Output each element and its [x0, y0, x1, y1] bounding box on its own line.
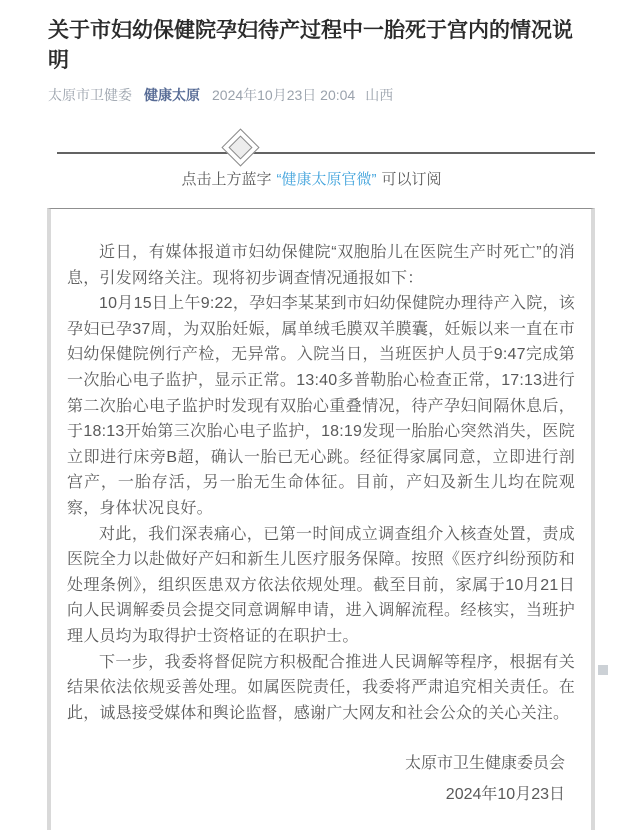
- divider-line: [57, 152, 595, 154]
- paragraph-next-steps: 下一步，我委将督促院方积极配合推进人民调解等程序，根据有关结果依法依规妥善处理。如属医院责任，我委将严肃追究相关责任。在此，诚恳接受媒体和舆论监督，感谢广大网友和社会公众的关心关注。: [67, 653, 575, 722]
- article-title: 关于市妇幼保健院孕妇待产过程中一胎死于宫内的情况说明: [48, 19, 573, 72]
- diamond-inner-icon: [228, 135, 252, 159]
- scrollbar-fragment: [598, 665, 608, 675]
- content-box: [47, 208, 595, 830]
- byline-account-link[interactable]: 健康太原: [144, 87, 200, 103]
- byline-datetime: 2024年10月23日 20:04: [212, 87, 356, 103]
- subscribe-text: [0, 170, 623, 190]
- subscribe-banner: [0, 129, 623, 195]
- paragraph-timeline: 10月15日上午9:22，孕妇李某某到市妇幼保健院办理待产入院，该孕妇已孕37周，为双胎妊娠，属单绒毛膜双羊膜囊，妊娠以来一直在市妇幼保健院例行产检，无异常。入院当日，当班医护人员于9:47完成第一次胎心电子监护，显示正常。13:40多普勒胎心检查正常，17:13进行第二次胎心电子监护时发现有双胎心重叠情况，待产孕妇间隔休息后，于18:13开始第三次胎心电子监护，18:19发现一胎胎心突然消失，医院立即进行床旁B超，确认一胎已无心跳。经征得家属同意，立即进行剖宫产，一胎存活，另一胎无生命体征。目前，产妇及新生儿均在院观察，身体状况良好。: [67, 295, 575, 517]
- paragraph-response: 对此，我们深表痛心，已第一时间成立调查组介入核查处置，责成医院全力以赴做好产妇和新生儿医疗服务保障。按照《医疗纠纷预防和处理条例》，组织医患双方依法依规处理。截至目前，家属于10月21日向人民调解委员会提交同意调解申请，进入调解流程。经核实，当班护理人员均为取得护士资格证的在职护士。: [67, 525, 575, 645]
- article-page: [0, 16, 623, 830]
- diamond-ornament-icon: [221, 128, 259, 166]
- signature-date: 2024年10月23日: [445, 786, 565, 804]
- byline-author: 太原市卫健委: [48, 87, 132, 103]
- subscribe-prefix: 点击上方蓝字: [181, 171, 272, 188]
- subscribe-account-link[interactable]: “健康太原官微”: [276, 171, 377, 188]
- signature-org: 太原市卫生健康委员会: [404, 755, 565, 773]
- byline-location: 山西: [365, 87, 394, 103]
- paragraph-intro: 近日，有媒体报道市妇幼保健院“双胞胎儿在医院生产时死亡”的消息，引发网络关注。现将初步调查情况通报如下：: [67, 244, 575, 287]
- byline: [48, 85, 575, 105]
- signature-block: [67, 748, 575, 810]
- subscribe-suffix: 可以订阅: [381, 171, 442, 188]
